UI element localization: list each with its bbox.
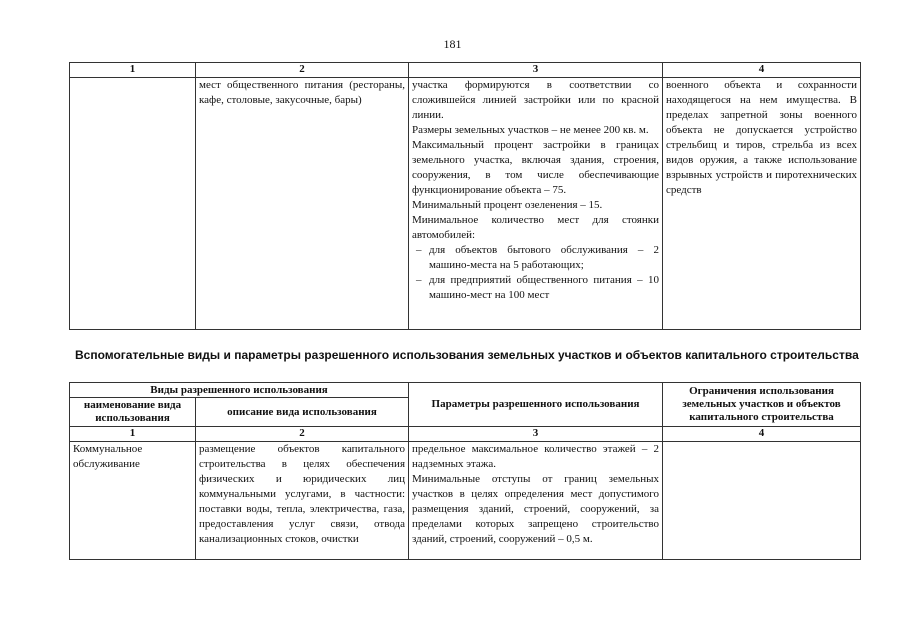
header-restrictions: Ограничения использования земельных участков и объектов капитального строительства (663, 383, 861, 427)
cell-name (70, 78, 196, 330)
cell-restrictions (663, 442, 861, 560)
column-number: 2 (196, 427, 409, 442)
column-number: 1 (70, 427, 196, 442)
continuation-table (69, 62, 861, 330)
section-title: Вспомогательные виды и параметры разрешенного использования земельных участков и объектов капитального строительства (75, 348, 859, 362)
cell-name: Коммунальное обслуживание (70, 442, 196, 560)
parameter-paragraph: Размеры земельных участков – не менее 200 кв. м. (412, 124, 649, 136)
cell-description: мест общественного питания (рестораны, кафе, столовые, закусочные, бары) (196, 78, 409, 330)
column-number: 1 (70, 63, 196, 78)
page-number: 181 (443, 37, 462, 51)
parking-list (412, 243, 659, 303)
column-number: 3 (409, 63, 663, 78)
parameter-paragraph: Минимальное количество мест для стоянки автомобилей: (412, 214, 659, 241)
parameter-paragraph: Максимальный процент застройки в границах земельного участка, включая здания, строения, сооружения, в том числе обеспечивающие функционирование объекта – 75. (412, 139, 659, 196)
parameter-paragraph: Минимальный процент озеленения – 15. (412, 199, 603, 211)
column-number: 3 (409, 427, 663, 442)
cell-description: размещение объектов капитального строительства в целях обеспечения физических и юридических лиц коммунальными услугами, в частности: поставки воды, тепла, электричества, газа, предоставления услуг связи, отвода канализационных стоков, очистки (196, 442, 409, 560)
list-item: – для объектов бытового обслуживания – 2 машино-места на 5 работающих; (412, 243, 659, 273)
list-item: – для предприятий общественного питания – 10 машино-мест на 100 мест (412, 273, 659, 303)
header-params: Параметры разрешенного использования (409, 383, 663, 427)
column-number-row (70, 63, 861, 78)
parameter-paragraph: Минимальные отступы от границ земельных участков в целях определения мест допустимого размещения зданий, строений, сооружений, за пределами которых запрещено строительство зданий, строений, сооружений – 0,5 м. (412, 473, 660, 545)
auxiliary-uses-table (69, 382, 861, 560)
column-number-row (70, 427, 861, 442)
cell-restrictions: военного объекта и сохранности находящегося на нем имущества. В пределах запретной зоны военного объекта не допускается устройство стрельбищ и тиров, стрельба из всех видов оружия, а также использование взрывных устройств и пиротехнических средств (663, 78, 861, 330)
table-row (70, 442, 861, 560)
header-group: Виды разрешенного использования (70, 383, 409, 398)
cell-parameters (409, 442, 663, 560)
header-description: описание вида использования (196, 398, 409, 427)
column-number: 4 (663, 427, 861, 442)
table-row (70, 78, 861, 330)
header-name: наименование вида использования (70, 398, 196, 427)
cell-parameters (409, 78, 663, 330)
header-row (70, 383, 861, 398)
column-number: 4 (663, 63, 861, 78)
parameter-paragraph: предельное максимальное количество этажей – 2 надземных этажа. (412, 443, 660, 470)
column-number: 2 (196, 63, 409, 78)
parameter-paragraph: участка формируются в соответствии со сложившейся линией застройки или по красной линии. (412, 79, 659, 121)
